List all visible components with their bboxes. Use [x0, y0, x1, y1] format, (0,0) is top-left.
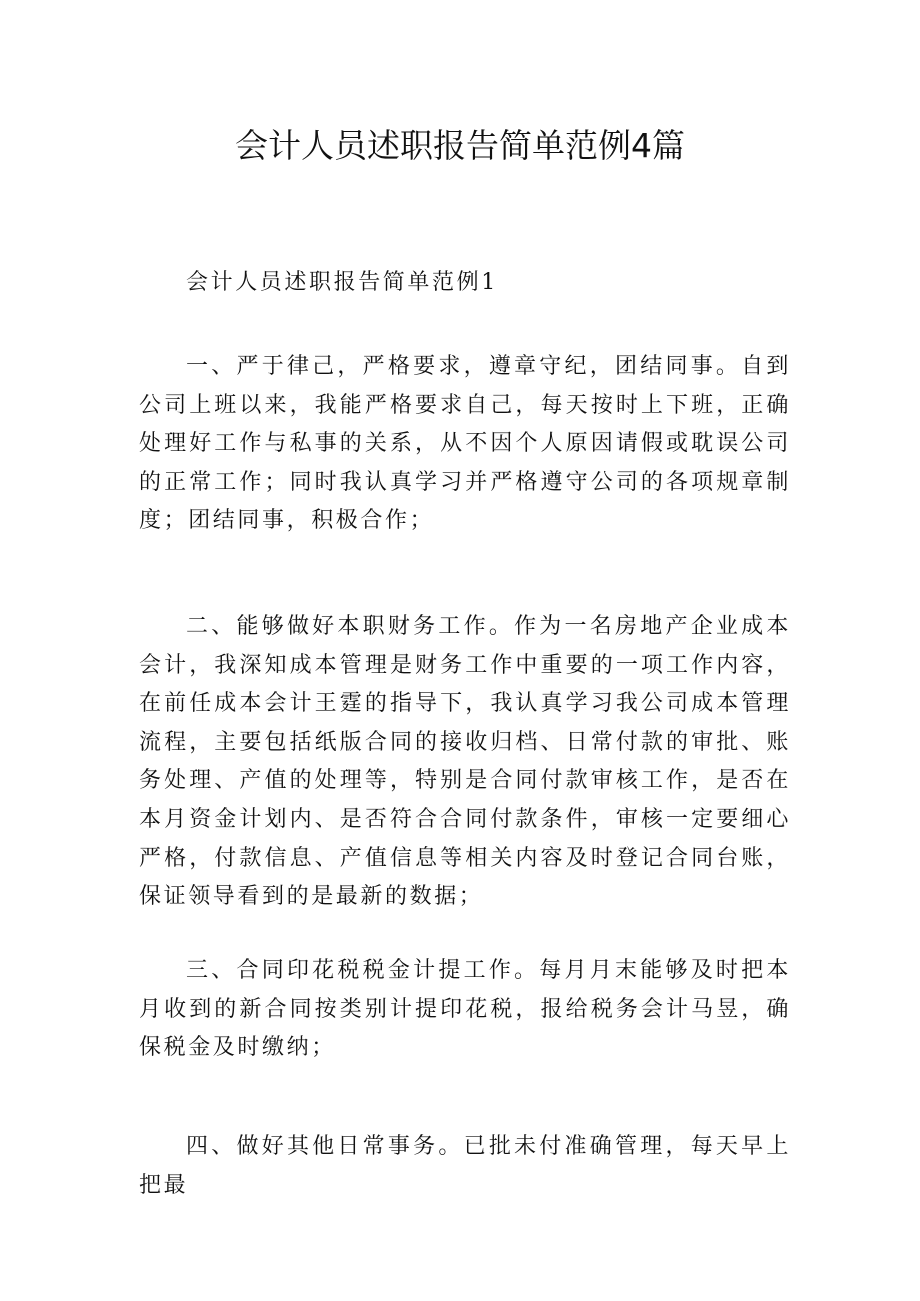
document-title: 会计人员述职报告简单范例4篇	[235, 126, 685, 165]
paragraph-3: 三、合同印花税税金计提工作。每月月末能够及时把本月收到的新合同按类别计提印花税，报给税务会计马昱，确保税金及时缴纳；	[139, 958, 791, 1061]
paragraph-4: 四、做好其他日常事务。已批未付准确管理，每天早上把最	[139, 1134, 791, 1198]
section-heading: 会计人员述职报告简单范例1	[186, 270, 498, 295]
paragraph-1: 一、严于律己，严格要求，遵章守纪，团结同事。自到公司上班以来，我能严格要求自己，每天按时上下班，正确处理好工作与私事的关系，从不因个人原因请假或耽误公司的正常工作；同时我认真学习并严格遵守公司的各项规章制度；团结同事，积极合作；	[139, 354, 791, 534]
paragraph-2: 二、能够做好本职财务工作。作为一名房地产企业成本会计，我深知成本管理是财务工作中重要的一项工作内容，在前任成本会计王霆的指导下，我认真学习我公司成本管理流程，主要包括纸版合同的接收归档、日常付款的审批、账务处理、产值的处理等，特别是合同付款审核工作，是否在本月资金计划内、是否符合合同付款条件，审核一定要细心严格，付款信息、产值信息等相关内容及时登记合同台账，保证领导看到的是最新的数据；	[139, 614, 791, 910]
